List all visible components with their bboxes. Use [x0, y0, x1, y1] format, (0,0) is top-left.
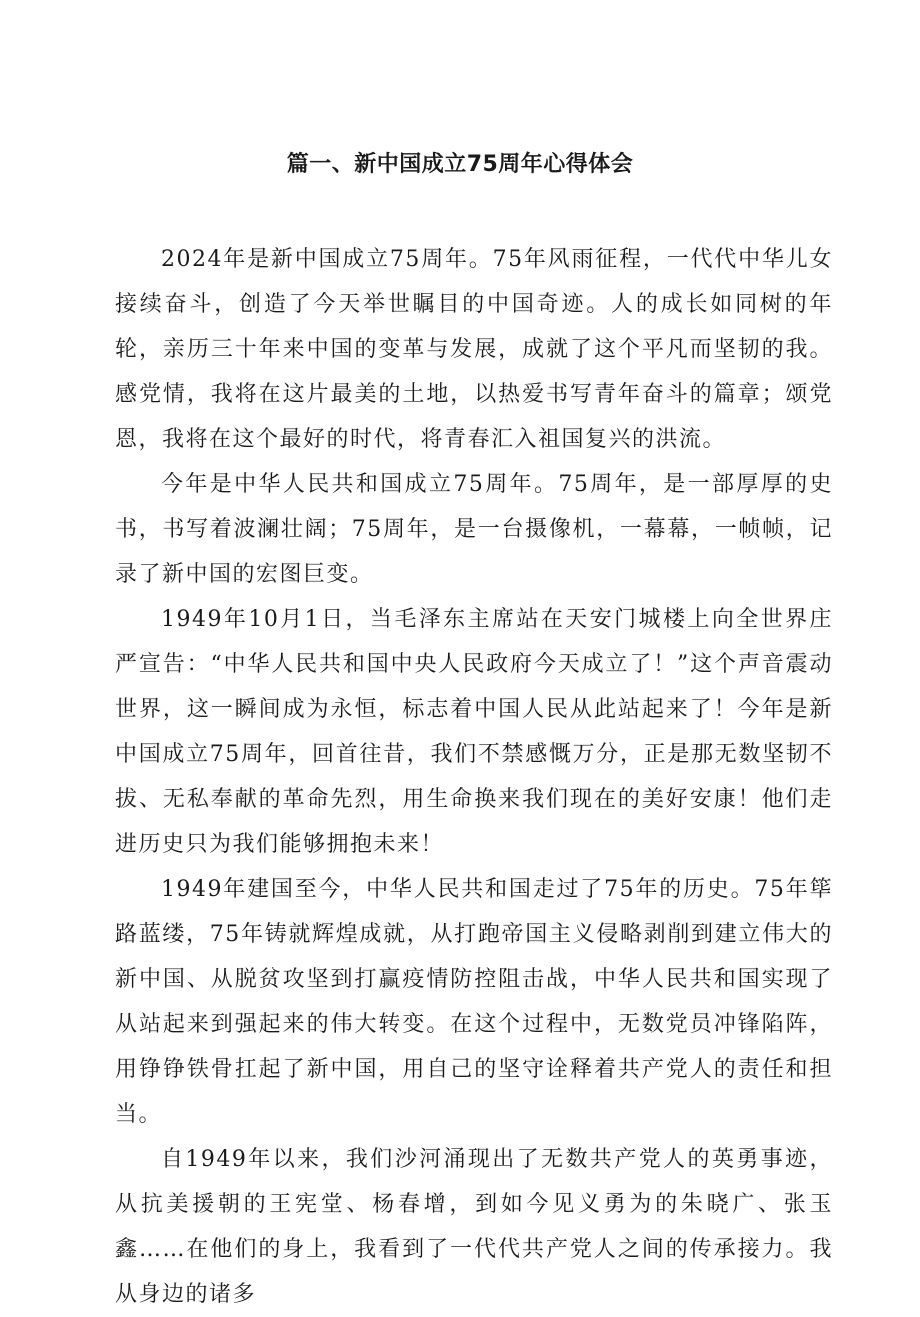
- document-title: 篇一、新中国成立75周年心得体会: [286, 152, 634, 177]
- paragraph-1: 2024年是新中国成立75周年。75年风雨征程，一代代中华儿女接续奋斗，创造了今天举世瞩目的中国奇迹。人的成长如同树的年轮，亲历三十年来中国的变革与发展，成就了这个平凡而坚韧的我。感党情，我将在这片最美的土地，以热爱书写青年奋斗的篇章；颂党恩，我将在这个最好的时代，将青春汇入祖国复兴的洪流。: [115, 247, 833, 452]
- paragraph-4: 1949年建国至今，中华人民共和国走过了75年的历史。75年筚路蓝缕，75年铸就辉煌成就，从打跑帝国主义侵略剥削到建立伟大的新中国、从脱贫攻坚到打赢疫情防控阻击战，中华人民共和国实现了从站起来到强起来的伟大转变。在这个过程中，无数党员冲锋陷阵，用铮铮铁骨扛起了新中国，用自己的坚守诠释着共产党人的责任和担当。: [115, 877, 833, 1127]
- paragraph-2: 今年是中华人民共和国成立75周年。75周年，是一部厚厚的史书，书写着波澜壮阔；75周年，是一台摄像机，一幕幕，一帧帧，记录了新中国的宏图巨变。: [115, 472, 833, 587]
- document-body: [115, 237, 833, 1317]
- paragraph-5: 自1949年以来，我们沙河涌现出了无数共产党人的英勇事迹，从抗美援朝的王宪堂、杨春增，到如今见义勇为的朱晓广、张玉鑫……在他们的身上，我看到了一代代共产党人之间的传承接力。我从身边的诸多: [115, 1147, 833, 1307]
- paragraph-3: 1949年10月1日，当毛泽东主席站在天安门城楼上向全世界庄严宣告：“中华人民共和国中央人民政府今天成立了！”这个声音震动世界，这一瞬间成为永恒，标志着中国人民从此站起来了！今年是新中国成立75周年，回首往昔，我们不禁感慨万分，正是那无数坚韧不拔、无私奉献的革命先烈，用生命换来我们现在的美好安康！他们走进历史只为我们能够拥抱未来！: [115, 607, 833, 857]
